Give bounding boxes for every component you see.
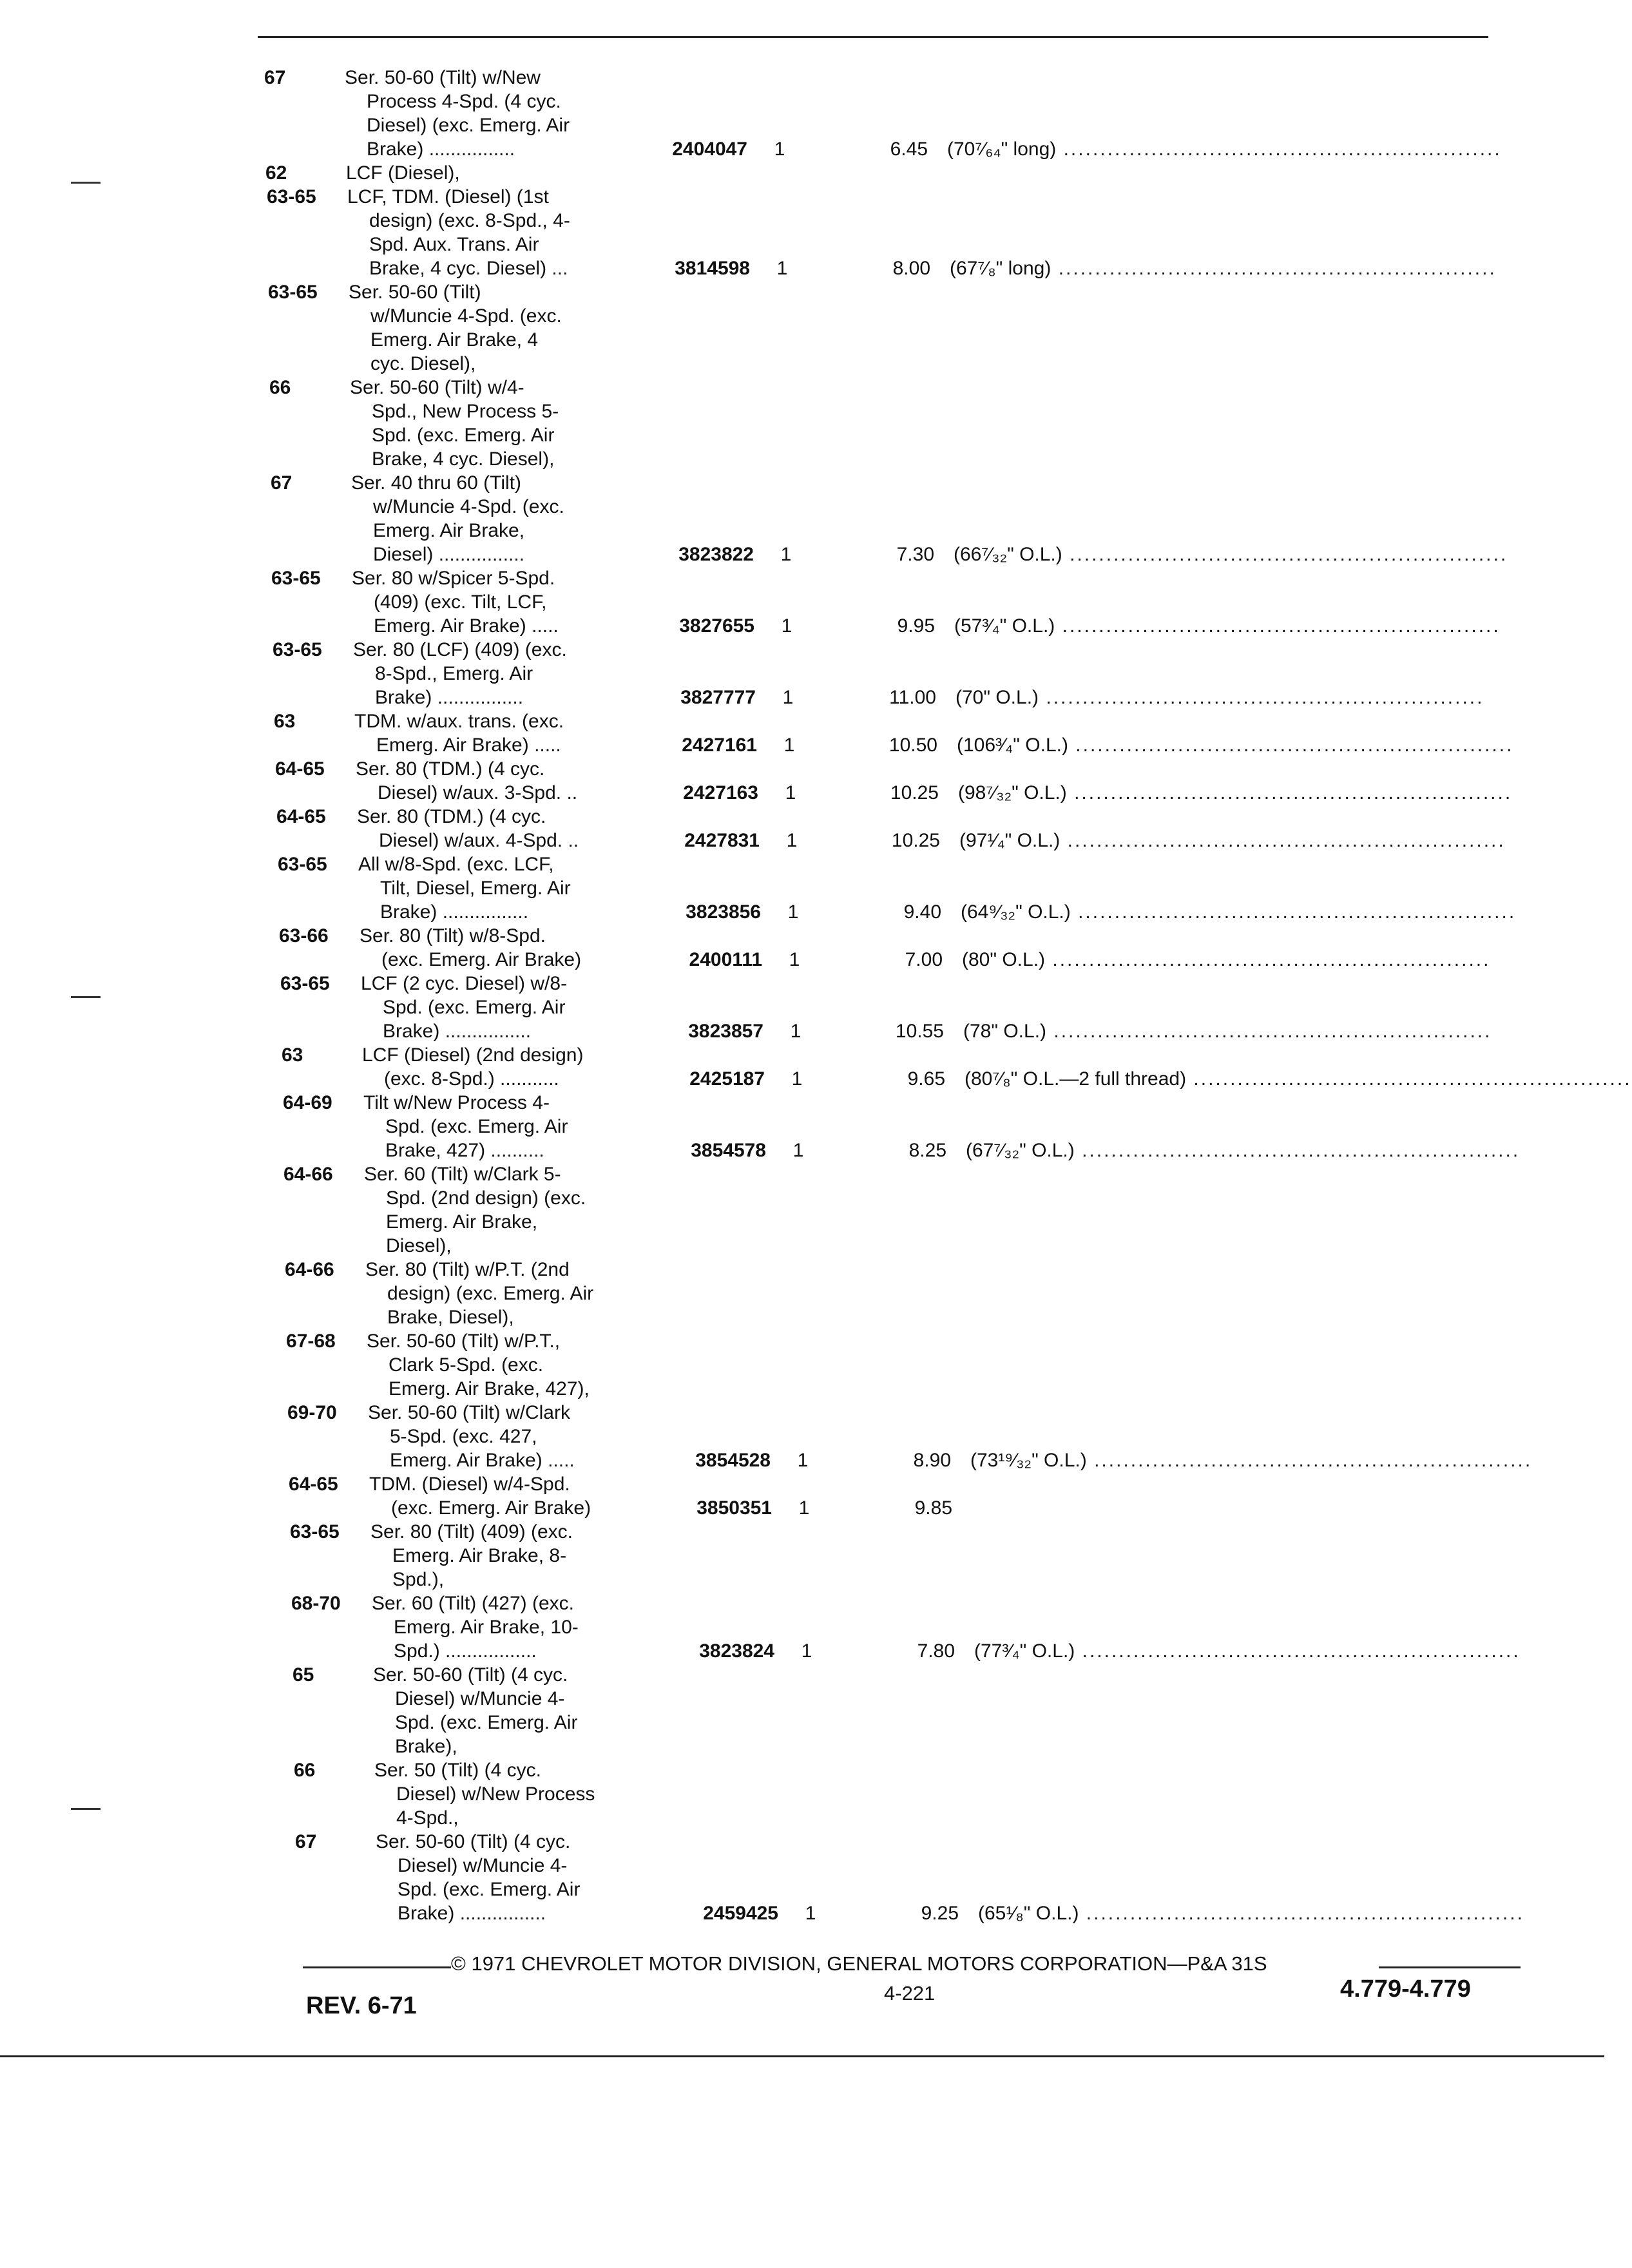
quantity: 1 <box>780 544 792 565</box>
description-line: Ser. 40 thru 60 (Tilt) <box>351 472 521 494</box>
part-entry <box>287 1401 1533 1472</box>
quantity: 1 <box>790 1021 802 1042</box>
application-description <box>354 709 651 757</box>
part-number: 3814598 <box>675 258 750 279</box>
part-number: 3827655 <box>679 615 754 637</box>
description-line: Ser. 60 (Tilt) w/Clark 5- <box>364 1164 561 1185</box>
description-line: Spd. (exc. Emerg. Air <box>372 425 555 446</box>
length-note-text: (78" O.L.) <box>963 1021 1047 1042</box>
model-years: 64-66 <box>285 1259 334 1280</box>
length-note-text: (80⁷⁄₈" O.L.—2 full thread) <box>965 1068 1187 1090</box>
model-years: 64-66 <box>283 1164 333 1185</box>
description-line: Brake) ................ <box>367 139 515 160</box>
model-years: 62 <box>265 162 287 184</box>
part-number: 3827777 <box>680 687 756 708</box>
application-description <box>373 1663 669 1758</box>
description-line: TDM. w/aux. trans. (exc. <box>354 711 564 732</box>
description-line: Ser. 80 (Tilt) w/8-Spd. <box>360 925 546 947</box>
dot-leader: ............................................................ <box>1051 258 1497 279</box>
description-line: Ser. 80 (Tilt) w/P.T. (2nd <box>365 1259 570 1280</box>
part-entry <box>265 161 1527 185</box>
part-number: 2425187 <box>689 1068 765 1090</box>
description-line: Ser. 80 (TDM.) (4 cyc. <box>356 758 545 780</box>
length-note-text: (73¹⁹⁄₃₂" O.L.) <box>970 1450 1087 1471</box>
description-line: Spd.) ................. <box>394 1640 537 1662</box>
part-entry <box>282 1043 1632 1091</box>
description-line: Spd. (exc. Emerg. Air <box>385 1116 568 1137</box>
length-note <box>966 1139 1546 1162</box>
list-price: 9.40 <box>903 901 941 923</box>
application-description <box>345 66 641 161</box>
length-note <box>970 1448 1550 1472</box>
application-description <box>361 972 657 1043</box>
length-note-text: (106³⁄₄" O.L.) <box>957 735 1068 756</box>
length-note-text: (67⁷⁄₈" long) <box>950 258 1051 279</box>
description-line: Diesel) (exc. Emerg. Air <box>367 115 570 136</box>
description-line: 8-Spd., Emerg. Air <box>375 663 533 684</box>
application-description <box>372 1591 668 1663</box>
quantity: 1 <box>801 1640 812 1662</box>
application-description <box>369 1472 666 1520</box>
part-number: 2427163 <box>683 782 758 803</box>
part-entry <box>273 638 1527 709</box>
length-note <box>965 1067 1632 1091</box>
length-note-text: (70⁷⁄₆₄" long) <box>947 139 1057 160</box>
punch-mark <box>71 996 101 998</box>
model-years: 64-65 <box>275 758 325 780</box>
part-number: 3850351 <box>696 1497 772 1519</box>
model-years: 67-68 <box>286 1331 336 1352</box>
description-line: Ser. 60 (Tilt) (427) (exc. <box>372 1593 574 1614</box>
list-price: 8.00 <box>892 258 930 279</box>
list-price: 6.45 <box>890 139 928 160</box>
quantity: 1 <box>792 1140 804 1161</box>
model-years: 63-65 <box>268 282 318 303</box>
application-description <box>360 924 656 972</box>
dot-leader: ............................................................ <box>1060 830 1506 851</box>
dot-leader: ............................................................ <box>1039 687 1484 708</box>
part-entry <box>289 1472 1527 1520</box>
description-line: Diesel) w/aux. 4-Spd. .. <box>379 830 579 851</box>
length-note <box>957 733 1537 757</box>
length-note <box>963 1019 1543 1043</box>
list-price: 7.80 <box>917 1640 955 1662</box>
dot-leader: ............................................................ <box>1068 735 1514 756</box>
part-entry <box>283 1091 1527 1162</box>
part-entry <box>267 185 1527 280</box>
dot-leader: ............................................................ <box>1186 1068 1632 1090</box>
application-description <box>351 471 648 566</box>
quantity: 1 <box>774 139 785 160</box>
description-line: Brake), <box>395 1736 457 1757</box>
dot-leader: ............................................................ <box>1066 782 1513 803</box>
description-line: LCF (2 cyc. Diesel) w/8- <box>361 973 568 994</box>
description-line: Diesel) w/Muncie 4- <box>398 1855 568 1876</box>
dot-leader: ............................................................ <box>1070 901 1517 923</box>
model-years: 63-65 <box>267 186 316 207</box>
copyright-line: © 1971 CHEVROLET MOTOR DIVISION, GENERAL MOTORS CORPORATION—P&A 31S <box>451 1952 1267 1975</box>
description-line: Emerg. Air Brake, <box>373 520 525 541</box>
description-line: Spd. (exc. Emerg. Air <box>383 997 566 1018</box>
quantity: 1 <box>783 735 795 756</box>
application-description <box>356 757 652 805</box>
description-line: Diesel) ................ <box>373 544 525 565</box>
description-line: Ser. 50-60 (Tilt) w/Clark <box>368 1402 570 1423</box>
description-line: Brake, 427) .......... <box>385 1140 544 1161</box>
length-note-text: (65¹⁄₈" O.L.) <box>978 1903 1079 1924</box>
description-line: (exc. Emerg. Air Brake) <box>381 949 582 970</box>
description-line: 5-Spd. (exc. 427, <box>390 1426 537 1447</box>
part-number: 2459425 <box>703 1903 778 1924</box>
application-description <box>367 1329 663 1401</box>
description-line: (409) (exc. Tilt, LCF, <box>374 591 547 613</box>
model-years: 67 <box>271 472 293 494</box>
model-years: 63 <box>282 1044 303 1066</box>
part-number: 3823856 <box>686 901 761 923</box>
description-line: Ser. 50-60 (Tilt) w/4- <box>350 377 524 398</box>
dot-leader: ............................................................ <box>1074 1140 1521 1161</box>
list-price: 7.30 <box>896 544 934 565</box>
description-line: Ser. 50-60 (Tilt) (4 cyc. <box>373 1664 568 1686</box>
list-price: 7.00 <box>905 949 943 970</box>
model-years: 68-70 <box>291 1593 341 1614</box>
part-number: 3823822 <box>678 544 754 565</box>
description-line: w/Muncie 4-Spd. (exc. <box>373 496 564 517</box>
length-note <box>947 137 1527 161</box>
part-entry <box>295 1830 1527 1925</box>
application-description <box>358 852 655 924</box>
description-line: (exc. Emerg. Air Brake) <box>391 1497 591 1519</box>
part-entry <box>276 805 1527 852</box>
quantity: 1 <box>805 1903 816 1924</box>
list-price: 10.55 <box>895 1021 944 1042</box>
quantity: 1 <box>798 1497 810 1519</box>
part-entry <box>269 376 1527 471</box>
list-price: 9.95 <box>897 615 935 637</box>
description-line: Diesel), <box>386 1235 452 1256</box>
list-price: 11.00 <box>889 687 936 708</box>
part-entry <box>274 709 1527 757</box>
footer-rule-right <box>1379 1966 1521 1968</box>
application-description <box>365 1258 662 1329</box>
description-line: Emerg. Air Brake, 10- <box>394 1617 579 1638</box>
part-number: 3854578 <box>691 1140 766 1161</box>
punch-mark <box>71 1808 101 1810</box>
application-description <box>357 805 653 852</box>
application-description <box>362 1043 658 1091</box>
quantity: 1 <box>787 901 799 923</box>
description-line: Ser. 50-60 (Tilt) (4 cyc. <box>376 1831 571 1852</box>
list-price: 8.25 <box>908 1140 946 1161</box>
part-number: 2427161 <box>682 735 757 756</box>
description-line: Ser. 80 (LCF) (409) (exc. <box>353 639 567 660</box>
part-entry <box>290 1520 1527 1591</box>
model-years: 63-65 <box>280 973 330 994</box>
description-line: Diesel) w/aux. 3-Spd. .. <box>378 782 578 803</box>
description-line: Ser. 50 (Tilt) (4 cyc. <box>374 1760 541 1781</box>
description-line: Ser. 50-60 (Tilt) <box>349 282 481 303</box>
part-entry <box>271 566 1527 638</box>
description-line: Diesel) w/Muncie 4- <box>395 1688 565 1709</box>
model-years: 63-65 <box>278 854 327 875</box>
length-note-text: (57³⁄₄" O.L.) <box>954 615 1055 637</box>
description-line: LCF (Diesel) (2nd design) <box>362 1044 584 1066</box>
part-entry <box>275 757 1527 805</box>
description-line: Ser. 50-60 (Tilt) w/P.T., <box>367 1331 561 1352</box>
length-note-text: (97¹⁄₄" O.L.) <box>959 830 1061 851</box>
list-price: 9.25 <box>921 1903 959 1924</box>
description-line: Spd.), <box>392 1569 445 1590</box>
part-entry <box>293 1663 1527 1758</box>
application-description <box>353 638 649 709</box>
description-line: Emerg. Air Brake) ..... <box>390 1450 575 1471</box>
length-note-text: (67⁷⁄₃₂" O.L.) <box>966 1140 1075 1161</box>
length-note <box>978 1901 1558 1925</box>
description-line: Brake, 4 cyc. Diesel) ... <box>369 258 568 279</box>
dot-leader: ............................................................ <box>1045 949 1491 970</box>
description-line: Spd., New Process 5- <box>372 401 559 422</box>
description-line: Emerg. Air Brake, 8- <box>392 1545 567 1566</box>
length-note <box>955 686 1535 709</box>
model-years: 63-65 <box>273 639 322 660</box>
description-line: LCF (Diesel), <box>346 162 460 184</box>
part-entry <box>294 1758 1527 1830</box>
parts-list <box>264 66 1632 1925</box>
length-note <box>958 781 1538 805</box>
quantity: 1 <box>786 830 798 851</box>
quantity: 1 <box>797 1450 809 1471</box>
part-number: 2404047 <box>672 139 747 160</box>
model-years: 63-65 <box>290 1521 340 1542</box>
description-line: w/Muncie 4-Spd. (exc. <box>370 305 562 327</box>
list-price: 10.25 <box>890 782 939 803</box>
description-line: Ser. 80 (Tilt) (409) (exc. <box>370 1521 573 1542</box>
description-line: cyc. Diesel), <box>370 353 476 374</box>
description-line: 4-Spd., <box>396 1807 459 1829</box>
punch-mark <box>71 182 101 184</box>
part-entry <box>285 1258 1527 1329</box>
list-price: 10.25 <box>891 830 940 851</box>
revision-label: REV. 6-71 <box>306 1992 417 2019</box>
description-line: Process 4-Spd. (4 cyc. <box>367 91 561 112</box>
application-description <box>364 1162 660 1258</box>
description-line: Emerg. Air Brake, 427), <box>389 1378 590 1399</box>
application-description <box>349 280 645 376</box>
application-description <box>346 161 642 185</box>
model-years: 67 <box>295 1831 317 1852</box>
part-entry <box>283 1162 1527 1258</box>
model-years: 64-69 <box>283 1092 332 1113</box>
description-line: Spd. (exc. Emerg. Air <box>398 1879 581 1900</box>
quantity: 1 <box>782 687 794 708</box>
application-description <box>350 376 646 471</box>
description-line: TDM. (Diesel) w/4-Spd. <box>369 1474 570 1495</box>
quantity: 1 <box>785 782 796 803</box>
section-code: 4.779-4.779 <box>1340 1975 1471 2003</box>
description-line: LCF, TDM. (Diesel) (1st <box>347 186 549 207</box>
part-entry <box>279 924 1527 972</box>
description-line: Emerg. Air Brake) ..... <box>374 615 559 637</box>
list-price: 10.50 <box>888 735 937 756</box>
description-line: Diesel) w/New Process <box>396 1783 595 1805</box>
description-line: Brake) ................ <box>375 687 524 708</box>
length-note <box>954 543 1533 566</box>
footer-rule-left <box>303 1966 451 1968</box>
description-line: Spd. (exc. Emerg. Air <box>395 1712 578 1733</box>
model-years: 67 <box>264 67 286 88</box>
description-line: Brake) ................ <box>380 901 529 923</box>
part-entry <box>268 280 1527 376</box>
description-line: Brake) ................ <box>398 1903 546 1924</box>
part-number: 2427831 <box>684 830 760 851</box>
dot-leader: ............................................................ <box>1086 1450 1533 1471</box>
part-entry <box>264 66 1527 161</box>
length-note-text: (64⁹⁄₃₂" O.L.) <box>961 901 1071 923</box>
list-price: 9.85 <box>914 1497 952 1519</box>
page-number: 4-221 <box>884 1982 936 2004</box>
list-price: 8.90 <box>913 1450 951 1471</box>
dot-leader: ............................................................ <box>1056 139 1502 160</box>
part-number: 3854528 <box>695 1450 771 1471</box>
dot-leader: ............................................................ <box>1079 1903 1524 1924</box>
description-line: Tilt w/New Process 4- <box>363 1092 550 1113</box>
part-number: 3823824 <box>699 1640 774 1662</box>
application-description <box>363 1091 660 1162</box>
dot-leader: ............................................................ <box>1046 1021 1492 1042</box>
description-line: Ser. 80 w/Spicer 5-Spd. <box>352 568 555 589</box>
description-line: Emerg. Air Brake, <box>386 1211 538 1233</box>
application-description <box>376 1830 672 1925</box>
application-description <box>352 566 648 638</box>
model-years: 66 <box>269 377 291 398</box>
dot-leader: ............................................................ <box>1055 615 1501 637</box>
part-entry <box>286 1329 1527 1401</box>
part-entry <box>280 972 1527 1043</box>
model-years: 69-70 <box>287 1402 337 1423</box>
model-years: 63 <box>274 711 296 732</box>
part-entry <box>271 471 1527 566</box>
quantity: 1 <box>781 615 792 637</box>
top-rule <box>258 36 1488 38</box>
length-note <box>950 256 1530 280</box>
quantity: 1 <box>791 1068 803 1090</box>
model-years: 64-65 <box>289 1474 338 1495</box>
description-line: Spd. Aux. Trans. Air <box>369 234 539 255</box>
description-line: Brake) ................ <box>383 1021 532 1042</box>
part-entry <box>291 1591 1527 1663</box>
dot-leader: ............................................................ <box>1062 544 1508 565</box>
description-line: Clark 5-Spd. (exc. <box>389 1354 544 1376</box>
part-entry <box>278 852 1527 924</box>
quantity: 1 <box>776 258 788 279</box>
model-years: 63-65 <box>271 568 321 589</box>
length-note <box>959 829 1539 852</box>
dot-leader: ............................................................ <box>1075 1640 1521 1662</box>
application-description <box>374 1758 671 1830</box>
description-line: Emerg. Air Brake, 4 <box>370 329 539 351</box>
description-line: Emerg. Air Brake) ..... <box>376 735 561 756</box>
description-line: Brake, Diesel), <box>387 1307 514 1328</box>
application-description <box>370 1520 667 1591</box>
description-line: (exc. 8-Spd.) ........... <box>384 1068 559 1090</box>
description-line: Tilt, Diesel, Emerg. Air <box>380 878 571 899</box>
model-years: 64-65 <box>276 806 326 827</box>
model-years: 63-66 <box>279 925 329 947</box>
length-note-text: (66⁷⁄₃₂" O.L.) <box>954 544 1062 565</box>
description-line: Ser. 80 (TDM.) (4 cyc. <box>357 806 546 827</box>
length-note-text: (80" O.L.) <box>962 949 1046 970</box>
part-number: 3823857 <box>688 1021 763 1042</box>
length-note-text: (98⁷⁄₃₂" O.L.) <box>958 782 1067 803</box>
application-description <box>347 185 644 280</box>
description-line: Spd. (2nd design) (exc. <box>386 1187 586 1209</box>
length-note <box>962 948 1542 972</box>
length-note <box>954 614 1534 638</box>
length-note-text: (77³⁄₄" O.L.) <box>974 1640 1075 1662</box>
description-line: design) (exc. Emerg. Air <box>387 1283 594 1304</box>
description-line: All w/8-Spd. (exc. LCF, <box>358 854 554 875</box>
description-line: Brake, 4 cyc. Diesel), <box>372 448 555 470</box>
length-note <box>961 900 1541 924</box>
model-years: 66 <box>294 1760 316 1781</box>
quantity: 1 <box>789 949 800 970</box>
model-years: 65 <box>293 1664 314 1686</box>
description-line: design) (exc. 8-Spd., 4- <box>369 210 570 231</box>
bottom-rule <box>0 2055 1604 2057</box>
length-note <box>974 1639 1554 1663</box>
list-price: 9.65 <box>907 1068 945 1090</box>
part-number: 2400111 <box>689 949 762 970</box>
application-description <box>368 1401 664 1472</box>
length-note-text: (70" O.L.) <box>955 687 1039 708</box>
description-line: Ser. 50-60 (Tilt) w/New <box>345 67 541 88</box>
